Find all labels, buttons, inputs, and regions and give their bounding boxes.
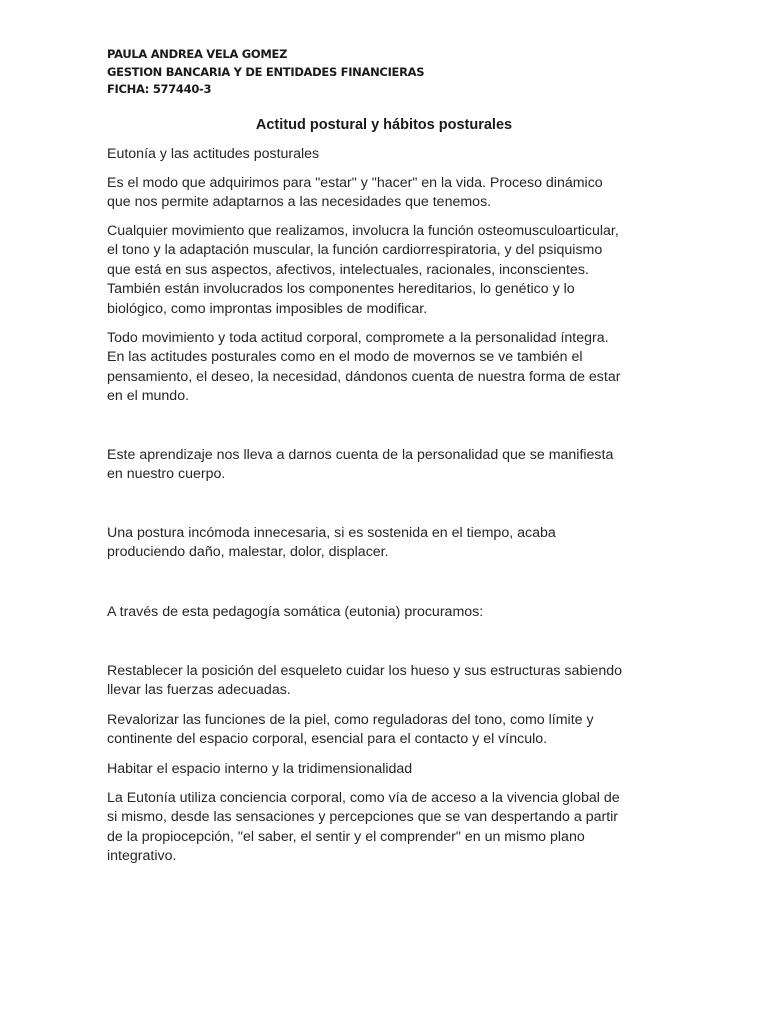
document-title: Actitud postural y hábitos posturales: [255, 117, 513, 133]
text-line: También están involucrados los componentes hereditarios, lo genético y lo: [107, 281, 575, 298]
text-line: Una postura incómoda innecesaria, si es sostenida en el tiempo, acaba: [107, 525, 556, 541]
paragraph: [107, 711, 659, 750]
author-name: PAULA ANDREA VELA GOMEZ: [107, 47, 288, 61]
text-line: de la propiocepción, "el saber, el sentir y el comprender" en un mismo plano: [107, 828, 585, 845]
paragraph: [107, 789, 659, 867]
paragraph: [107, 222, 659, 319]
text-line: En las actitudes posturales como en el modo de movernos se ve también el: [107, 349, 583, 366]
text-line: el tono y la adaptación muscular, la función cardiorrespiratoria, y del psiquismo: [107, 242, 603, 259]
text-line: en nuestro cuerpo.: [107, 466, 226, 483]
text-line: continente del espacio corporal, esencial para el contacto y el vínculo.: [107, 731, 548, 748]
document-header: [107, 46, 424, 99]
paragraph: [107, 662, 659, 701]
text-line: si mismo, desde las sensaciones y percepciones que se van despertando a partir: [107, 809, 619, 826]
text-line: produciendo daño, malestar, dolor, displacer.: [107, 544, 389, 561]
paragraph: [107, 524, 659, 563]
text-line: Es el modo que adquirimos para "estar" y "hacer" en la vida. Proceso dinámico: [107, 175, 603, 191]
ficha-number: FICHA: 577440-3: [107, 82, 212, 96]
text-line: integrativo.: [107, 848, 177, 865]
text-line: que está en sus aspectos, afectivos, intelectuales, racionales, inconscientes.: [107, 261, 589, 278]
paragraph: [107, 603, 659, 622]
text-line: llevar las fuerzas adecuadas.: [107, 682, 291, 699]
text-line: Cualquier movimiento que realizamos, involucra la función osteomusculoarticular,: [107, 223, 619, 239]
paragraph: [107, 145, 659, 164]
text-line: A través de esta pedagogía somática (eutonia) procuramos:: [107, 604, 484, 620]
paragraph: [107, 329, 659, 407]
paragraph: [107, 174, 659, 213]
text-line: Todo movimiento y toda actitud corporal, compromete a la personalidad íntegra.: [107, 330, 609, 346]
text-line: Eutonía y las actitudes posturales: [107, 146, 320, 162]
text-line: Habitar el espacio interno y la tridimensionalidad: [107, 761, 413, 777]
program-name: GESTION BANCARIA Y DE ENTIDADES FINANCIERAS: [107, 64, 425, 79]
text-line: en el mundo.: [107, 388, 190, 405]
text-line: Este aprendizaje nos lleva a darnos cuenta de la personalidad que se manifiesta: [107, 447, 614, 463]
text-line: biológico, como improntas imposibles de modificar.: [107, 300, 428, 317]
paragraph: [107, 760, 659, 779]
paragraph: [107, 446, 659, 485]
text-line: La Eutonía utiliza conciencia corporal, como vía de acceso a la vivencia global de: [107, 790, 620, 806]
text-line: pensamiento, el deseo, la necesidad, dándonos cuenta de nuestra forma de estar: [107, 368, 621, 385]
text-line: Revalorizar las funciones de la piel, como reguladoras del tono, como límite y: [107, 712, 594, 728]
text-line: Restablecer la posición del esqueleto cuidar los hueso y sus estructuras sabiendo: [107, 663, 622, 679]
text-line: que nos permite adaptarnos a las necesidades que tenemos.: [107, 194, 492, 211]
